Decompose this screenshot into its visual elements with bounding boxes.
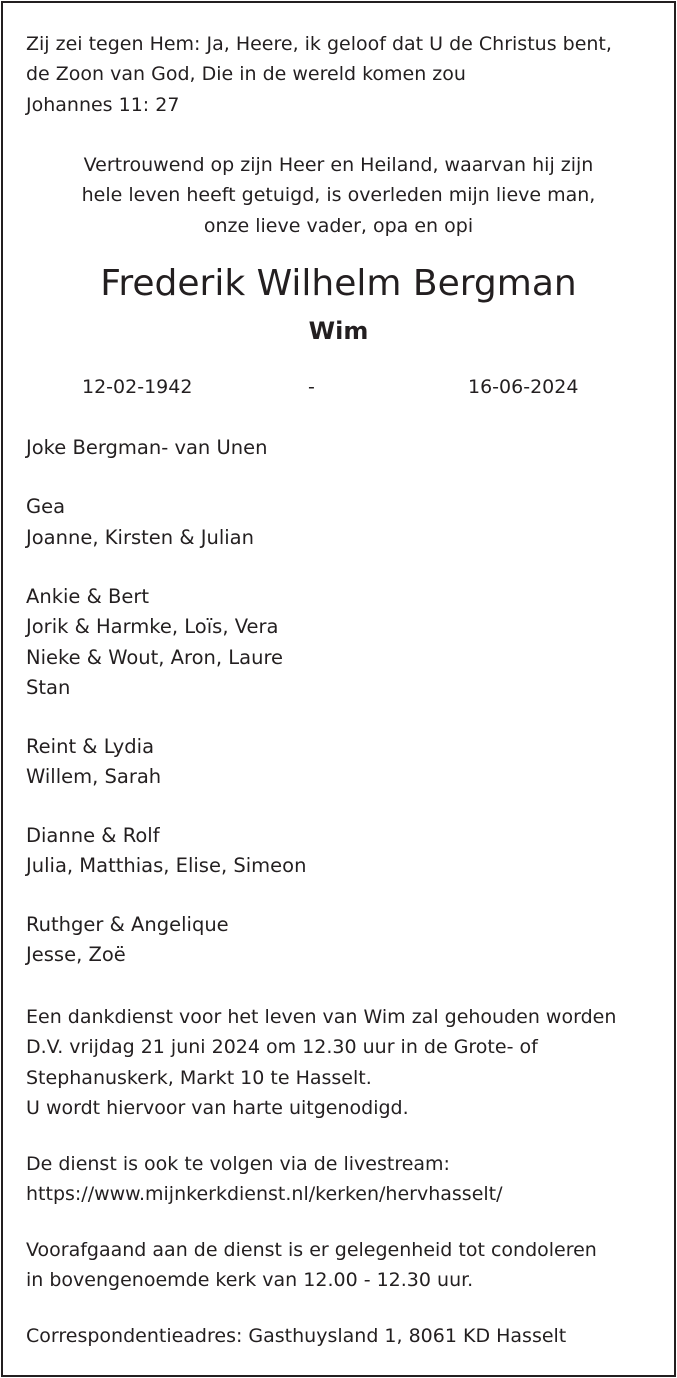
scripture-reference: Johannes 11: 27 bbox=[26, 94, 180, 116]
service-line: Stephanuskerk, Markt 10 te Hasselt. bbox=[26, 1067, 372, 1089]
birth-date: 12-02-1942 bbox=[82, 376, 193, 398]
family-member: Ruthger & Angelique bbox=[26, 913, 229, 936]
scripture-line: de Zoon van God, Die in de wereld komen zou bbox=[26, 63, 466, 85]
family-member: Julia, Matthias, Elise, Simeon bbox=[26, 854, 307, 877]
family-member: Joanne, Kirsten & Julian bbox=[26, 526, 254, 549]
condolence-line: in bovengenoemde kerk van 12.00 - 12.30 uur. bbox=[26, 1269, 474, 1291]
family-member: Jesse, Zoë bbox=[26, 943, 126, 966]
family-member: Willem, Sarah bbox=[26, 765, 162, 788]
family-member: Jorik & Harmke, Loïs, Vera bbox=[26, 615, 279, 638]
family-member: Ankie & Bert bbox=[26, 585, 150, 608]
service-line: U wordt hiervoor van harte uitgenodigd. bbox=[26, 1097, 409, 1119]
family-member: Nieke & Wout, Aron, Laure bbox=[26, 646, 284, 669]
scripture-line: Zij zei tegen Hem: Ja, Heere, ik geloof dat U de Christus bent, bbox=[26, 33, 612, 55]
death-date: 16-06-2024 bbox=[468, 376, 579, 398]
livestream-line: De dienst is ook te volgen via de livestream: bbox=[26, 1153, 450, 1175]
family-member: Reint & Lydia bbox=[26, 735, 155, 758]
deceased-name: Frederik Wilhelm Bergman bbox=[100, 263, 577, 304]
family-member: Joke Bergman- van Unen bbox=[26, 436, 268, 459]
family-member: Gea bbox=[26, 495, 66, 518]
family-member: Stan bbox=[26, 676, 71, 699]
family-member: Dianne & Rolf bbox=[26, 824, 160, 847]
correspondence-address: Correspondentieadres: Gasthuysland 1, 8061 KD Hasselt bbox=[26, 1325, 567, 1347]
service-line: Een dankdienst voor het leven van Wim zal gehouden worden bbox=[26, 1006, 617, 1028]
service-line: D.V. vrijdag 21 juni 2024 om 12.30 uur in de Grote- of bbox=[26, 1036, 538, 1058]
intro-line: hele leven heeft getuigd, is overleden mijn lieve man, bbox=[81, 184, 596, 206]
condolence-line: Voorafgaand aan de dienst is er gelegenheid tot condoleren bbox=[26, 1239, 597, 1261]
livestream-link[interactable]: https://www.mijnkerkdienst.nl/kerken/hervhasselt/ bbox=[26, 1183, 503, 1205]
intro-line: onze lieve vader, opa en opi bbox=[203, 215, 474, 237]
deceased-nickname: Wim bbox=[308, 317, 369, 345]
intro-line: Vertrouwend op zijn Heer en Heiland, waarvan hij zijn bbox=[83, 154, 594, 176]
date-separator: - bbox=[308, 376, 315, 398]
